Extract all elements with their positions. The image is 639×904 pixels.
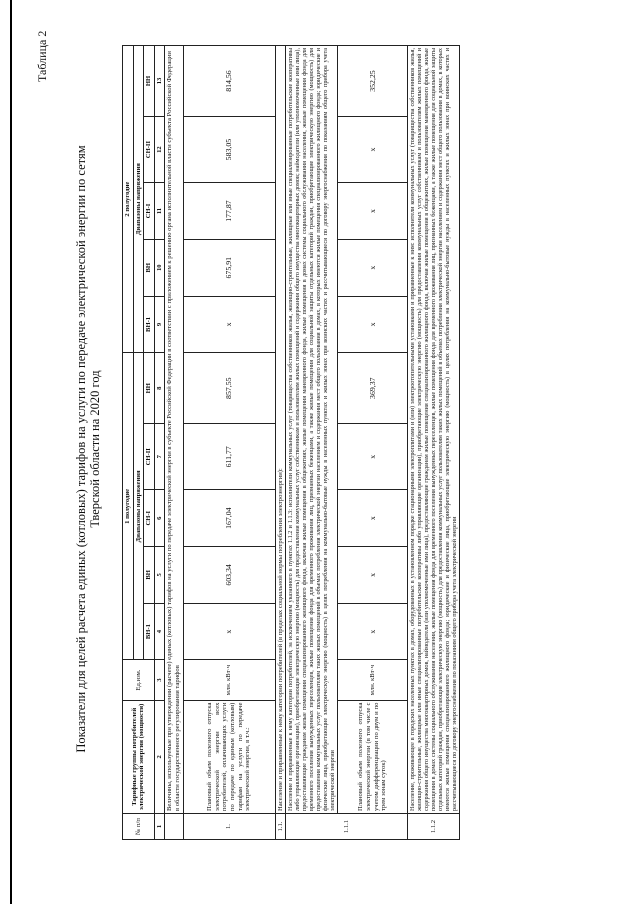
title-line-1: Показатели для целей расчета единых (котловых) тарифов на услуги по передаче электрической энергии по сетям [74, 145, 88, 753]
col-nn-h1: НН [144, 353, 155, 424]
header-unit: Ед.изм. [123, 660, 155, 700]
header-no: № п/п [123, 814, 155, 840]
column-number-row [154, 46, 165, 840]
info-row [165, 46, 183, 840]
row-1-1-1-h2-vn: x [338, 239, 408, 296]
row-1-no: 1. [183, 814, 275, 840]
row-1-1-1-no: 1.1.1 [286, 814, 408, 840]
table-label: Таблица 2 [35, 30, 49, 82]
row-1-h1-vn: 603,34 [183, 547, 275, 604]
header-ranges-1: Диапазоны напряжения [133, 353, 144, 660]
row-1-h2-vn: 675,91 [183, 239, 275, 296]
col-sn1-h1: СН-I [144, 490, 155, 547]
col-sn1-h2: СН-I [144, 183, 155, 240]
colnum: 9 [154, 296, 165, 353]
title-line-2: Тверской области на 2020 год [88, 370, 102, 528]
row-1-h2-sn2: 583,05 [183, 117, 275, 183]
colnum: 4 [154, 603, 165, 660]
row-1-1-1-values [338, 46, 408, 840]
row-1-h1-nn: 857,55 [183, 353, 275, 424]
info-text: Величины, используемые при утверждении (расчете) единых (котловых) тарифов на услуги по передаче электрической энергии в субъекте Российской Федерации в соответствии с приложением к решению органа исполнительной власти субъекта Российской Федерации в области государственного регулирования тарифов [165, 46, 183, 814]
colnum: 7 [154, 424, 165, 490]
col-vn-h1: ВН [144, 547, 155, 604]
row-1-1-1-h1-sn1: x [338, 490, 408, 547]
col-vn1-h2: ВН-1 [144, 296, 155, 353]
row-1-h2-sn1: 177,87 [183, 183, 275, 240]
col-vn-h2: ВН [144, 239, 155, 296]
row-1-h2-nn: 814,56 [183, 46, 275, 117]
row-1-1-2-desc [408, 46, 460, 840]
row-1-1-name: Население и приравненные к нему категории потребителей (в пределах социальной нормы потребления электроэнергии): [275, 46, 286, 814]
header-row-1 [123, 46, 134, 840]
colnum: 11 [154, 183, 165, 240]
header-ranges-2: Диапазоны напряжения [133, 46, 144, 353]
row-1-1-2-text: Население, проживающее в городских населенных пунктах в домах, оборудованных в установленном порядке стационарными электроплитами и (или) электроотопительными установками и приравненные к ним: исполнители коммунальных услуг (товарищества собственников жилья, жилищно-строительные, жилищные или иные специализированные потребительские кооперативы либо управляющие организации), приобретающие электрическую энергию (мощность) для предоставления коммунальных услуг собственникам и пользователям жилых помещений и содержания общего имущества многоквартирных домов, наймодатели (или уполномоченные ими лица), предоставляющие гражданам жилые помещения специализированного жилищного фонда, включая жилые помещения в общежитиях, жилые помещения маневренного фонда, жилые помещения в домах системы социального обслуживания населения, жилые помещения фонда для временного поселения вынужденных переселенцев, жилые помещения фонда для временного проживания лиц, признанных беженцами, а также жилые помещения для социальной защиты отдельных категорий граждан, приобретающие электрическую энергию (мощность) для предоставления коммунальных услуг пользователям таких жилых помещений в объемах потребления электрической энергии населением и содержания мест общего пользования в домах, в которых имеются жилые помещения специализированного жилищного фонда; юридические и физические лица, приобретающие электрическую энергию (мощность) в целях потребления на коммунально-бытовые нужды в населенных пунктах и жилых зонах при воинских частях и рассчитывающиеся по договору энергоснабжения по показаниям общего прибора учета электрической энергии [408, 46, 460, 814]
colnum: 12 [154, 117, 165, 183]
row-1-1-1-h1-sn2: x [338, 424, 408, 490]
header-half-2: 2 полугодие [123, 46, 134, 353]
row-1-h1-sn1: 167,04 [183, 490, 275, 547]
row-1-1-1-unit: млн. кВт·ч [338, 660, 408, 700]
colnum: 1 [154, 814, 165, 840]
row-1-1 [275, 46, 286, 840]
colnum: 10 [154, 239, 165, 296]
row-1-1-1-h2-nn: 352,25 [338, 46, 408, 117]
row-1 [183, 46, 275, 840]
row-1-1-2-no: 1.1.2 [408, 814, 460, 840]
row-1-h1-sn2: 611,77 [183, 424, 275, 490]
row-1-h1-vn1: x [183, 603, 275, 660]
page-title [74, 64, 102, 834]
colnum: 8 [154, 353, 165, 424]
row-1-1-no: 1.1. [275, 814, 286, 840]
row-1-1-1-h2-vn1: x [338, 296, 408, 353]
colnum: 6 [154, 490, 165, 547]
colnum: 13 [154, 46, 165, 117]
row-1-1-1-h1-vn: x [338, 547, 408, 604]
colnum: 3 [154, 660, 165, 700]
row-1-unit: млн. кВт·ч [183, 660, 275, 700]
col-sn2-h1: СН-II [144, 424, 155, 490]
col-vn1-h1: ВН-1 [144, 603, 155, 660]
row-1-1-1-desc [286, 46, 338, 840]
row-1-1-1-h2-sn1: x [338, 183, 408, 240]
row-1-1-1-name: Плановый объем полезного отпуска электрической энергии (в том числе с учетом дифференциации по двум и по трем зонам суток) [338, 700, 408, 813]
row-1-h2-vn1: x [183, 296, 275, 353]
header-half-1: 1 полугодие [123, 353, 134, 660]
colnum: 5 [154, 547, 165, 604]
colnum: 2 [154, 700, 165, 813]
tariff-table [122, 45, 460, 840]
row-1-name: Плановый объем полезного отпуска электрической энергии всех потребителей, оплачивающих услуги по передаче по единым (котловым) тарифам на услуги по передаче электрической энергии, в т.ч.: [183, 700, 275, 813]
row-1-1-1-h1-nn: 369,37 [338, 353, 408, 424]
row-1-1-1-h1-vn1: x [338, 603, 408, 660]
col-nn-h2: НН [144, 46, 155, 117]
header-group: Тарифные группы потребителей электрической энергии (мощности) [123, 700, 155, 813]
row-1-1-1-text: Население и приравненные к нему категории потребителей, за исключением указанного в пунктах 1.1.2 и 1.1.3: исполнители коммунальных услуг (товарищества собственников жилья, жилищно-строительные, жилищные или иные специализированные потребительские кооперативы либо управляющие организации), приобретающие электрическую энергию (мощность) для предоставления коммунальных услуг собственникам и пользователям жилых помещений и содержания общего имущества многоквартирных домов; наймодатели (или уполномоченные ими лица), предоставляющие гражданам жилые помещения специализированного жилищного фонда, включая жилые помещения в общежитиях, жилые помещения маневренного фонда, жилые помещения в домах системы социального обслуживания населения, жилые помещения фонда для временного поселения вынужденных переселенцев, жилые помещения фонда для временного проживания лиц, признанных беженцами, а также жилые помещения для социальной защиты отдельных категорий граждан, приобретающие электрическую энергию (мощность) для предоставления коммунальных услуг пользователям таких жилых помещений в объемах потребления электрической энергии населением и содержания мест общего пользования в домах, в которых имеются жилые помещения специализированного жилищного фонда; юридические и физические лица, приобретающие электрическую энергию (мощность) в целях потребления на коммунально-бытовые нужды в населенных пунктах и жилых зонах при воинских частях и рассчитывающиеся по договору энергоснабжения по показаниям общего прибора учета электрической энергии [286, 46, 338, 814]
row-1-1-1-h2-sn2: x [338, 117, 408, 183]
col-sn2-h2: СН-II [144, 117, 155, 183]
